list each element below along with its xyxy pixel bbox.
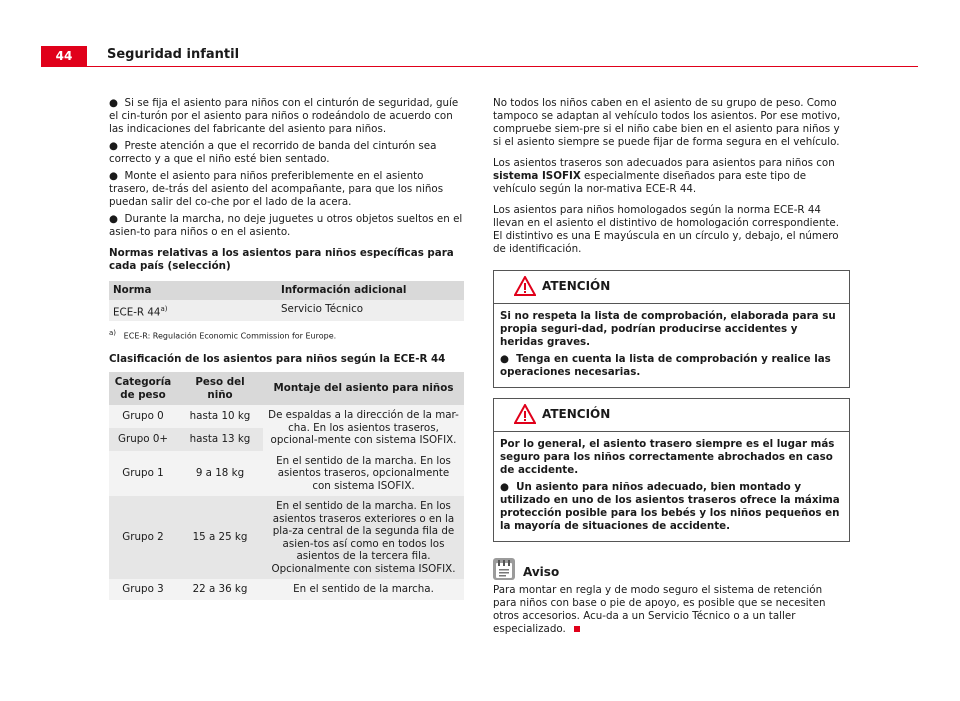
norms-heading: Normas relativas a los asientos para niños específicas para cada país (selección) bbox=[109, 247, 454, 272]
table-cell: 9 a 18 kg bbox=[177, 451, 263, 497]
table-cell: Grupo 1 bbox=[109, 451, 177, 497]
paragraph-text: Los asientos traseros son adecuados para asientos para niños con bbox=[493, 157, 835, 169]
table-row bbox=[109, 496, 464, 579]
norms-col-header: Información adicional bbox=[277, 281, 464, 300]
warning-icon bbox=[514, 404, 536, 424]
list-item bbox=[109, 213, 464, 239]
bullet-icon: ● bbox=[500, 353, 509, 365]
footnote-mark: a) bbox=[109, 329, 117, 338]
notice-body: Para montar en regla y de modo seguro el sistema de retención para niños con base o pie de apoyo, es posible que se necesiten otros accesorios. Acu-da a un Servicio Técnico o a un taller especializado. bbox=[493, 584, 826, 635]
table-cell: En el sentido de la marcha. En los asientos traseros exteriores o en la pla-za central de la segunda fila de asien-tos así como en todos los asientos de la tercera fila. Opcionalmente con sistema ISOFIX. bbox=[263, 496, 464, 579]
list-item bbox=[109, 97, 464, 136]
warning-text: Por lo general, el asiento trasero siempre es el lugar más seguro para los niños correctamente abrochados en caso de accidente. bbox=[500, 438, 835, 476]
footnote-text: ECE-R: Regulación Economic Commission for Europe. bbox=[123, 332, 337, 342]
table-cell: Servicio Técnico bbox=[277, 300, 464, 322]
table-cell: Grupo 0+ bbox=[109, 428, 177, 451]
notice-header bbox=[493, 556, 848, 582]
table-cell: hasta 10 kg bbox=[177, 405, 263, 428]
warning-body bbox=[494, 304, 849, 387]
table-cell: Grupo 0 bbox=[109, 405, 177, 428]
table-row bbox=[109, 451, 464, 497]
bullet-text: Monte el asiento para niños preferiblemente en el asiento trasero, de-trás del asiento del acompañante, para que los niños puedan salir del co-che por el lado de la acera. bbox=[109, 170, 444, 208]
warning-header bbox=[494, 399, 849, 432]
norms-col-header: Norma bbox=[109, 281, 277, 300]
bullet-icon: ● bbox=[109, 213, 118, 225]
norms-table bbox=[109, 281, 464, 321]
table-cell: En el sentido de la marcha. bbox=[263, 579, 464, 600]
norm-value: ECE-R 44 bbox=[113, 305, 161, 318]
warning-box bbox=[493, 398, 850, 542]
bullet-icon: ● bbox=[109, 170, 118, 182]
paragraph: No todos los niños caben en el asiento de su grupo de peso. Como tampoco se adaptan al vehículo todos los asientos. Por ese motivo, compruebe siem-pre si el niño cabe bien en el asiento para niños y si el asiento siempre se puede fijar de forma segura en el vehículo. bbox=[493, 97, 841, 148]
warning-title: ATENCIÓN bbox=[542, 279, 611, 293]
paragraph-bold: sistema ISOFIX bbox=[493, 170, 581, 182]
left-column bbox=[109, 97, 464, 600]
warning-header bbox=[494, 271, 849, 304]
warning-icon bbox=[514, 276, 536, 296]
section-end-marker bbox=[574, 626, 580, 632]
notice-title: Aviso bbox=[523, 565, 560, 579]
bullet-text: Un asiento para niños adecuado, bien montado y utilizado en uno de los asientos traseros ofrece la máxima protección posible para los bebés y los niños pequeños en la mayoría de situaciones de accidente. bbox=[500, 481, 840, 532]
notice-icon bbox=[493, 558, 515, 580]
bullet-icon: ● bbox=[109, 140, 118, 152]
table-cell: hasta 13 kg bbox=[177, 428, 263, 451]
table-cell: 15 a 25 kg bbox=[177, 496, 263, 579]
bullet-text: Si se fija el asiento para niños con el cinturón de seguridad, guíe el cin-turón por el asiento para niños o rodeándolo de acuerdo con las indicaciones del fabricante del asiento para niños. bbox=[109, 97, 459, 135]
header-rule bbox=[87, 66, 918, 67]
bullet-text: Tenga en cuenta la lista de comprobación y realice las operaciones necesarias. bbox=[500, 353, 831, 378]
paragraph bbox=[493, 157, 848, 196]
list-item bbox=[109, 140, 464, 166]
right-column bbox=[493, 97, 848, 644]
class-col-header: Categoría de peso bbox=[109, 372, 177, 405]
page-number: 44 bbox=[41, 46, 87, 67]
bullet-icon: ● bbox=[500, 481, 509, 493]
table-cell bbox=[109, 300, 277, 322]
table-cell: De espaldas a la dirección de la mar-cha. En los asientos traseros, opcional-mente con sistema ISOFIX. bbox=[263, 405, 464, 451]
page-title: Seguridad infantil bbox=[107, 47, 240, 62]
bullet-text: Durante la marcha, no deje juguetes u otros objetos sueltos en el asien-to para niños o en el asiento. bbox=[109, 213, 463, 238]
classification-table bbox=[109, 372, 464, 600]
bullet-text: Preste atención a que el recorrido de banda del cinturón sea correcto y a que el niño esté bien sentado. bbox=[109, 140, 437, 165]
warning-body bbox=[494, 432, 849, 541]
list-item bbox=[109, 170, 464, 209]
paragraph-text: especialmente diseñados para este tipo de vehículo según la nor-mativa ECE-R 44. bbox=[493, 170, 807, 195]
warning-title: ATENCIÓN bbox=[542, 407, 611, 421]
table-row bbox=[109, 405, 464, 428]
warning-box bbox=[493, 270, 850, 388]
footnote-ref: a) bbox=[160, 304, 168, 313]
table-cell: 22 a 36 kg bbox=[177, 579, 263, 600]
table-cell: En el sentido de la marcha. En los asientos traseros, opcionalmente con sistema ISOFIX. bbox=[263, 451, 464, 497]
class-col-header: Montaje del asiento para niños bbox=[263, 372, 464, 405]
table-cell: Grupo 2 bbox=[109, 496, 177, 579]
table-row bbox=[109, 300, 464, 322]
warning-bullet bbox=[500, 353, 843, 379]
warning-bullet bbox=[500, 481, 843, 533]
paragraph: Los asientos para niños homologados según la norma ECE-R 44 llevan en el asiento el distintivo de homologación correspondiente. El distintivo es una E mayúscula en un círculo y, debajo, el número de identificación. bbox=[493, 204, 840, 255]
class-col-header: Peso del niño bbox=[177, 372, 263, 405]
table-cell: Grupo 3 bbox=[109, 579, 177, 600]
bullet-icon: ● bbox=[109, 97, 118, 109]
table-row bbox=[109, 579, 464, 600]
classification-heading: Clasificación de los asientos para niños según la ECE-R 44 bbox=[109, 353, 446, 366]
footnote bbox=[109, 327, 464, 343]
notice-text bbox=[493, 584, 848, 636]
warning-text: Si no respeta la lista de comprobación, elaborada para su propia seguri-dad, podrían producirse accidentes y heridas graves. bbox=[500, 310, 836, 348]
